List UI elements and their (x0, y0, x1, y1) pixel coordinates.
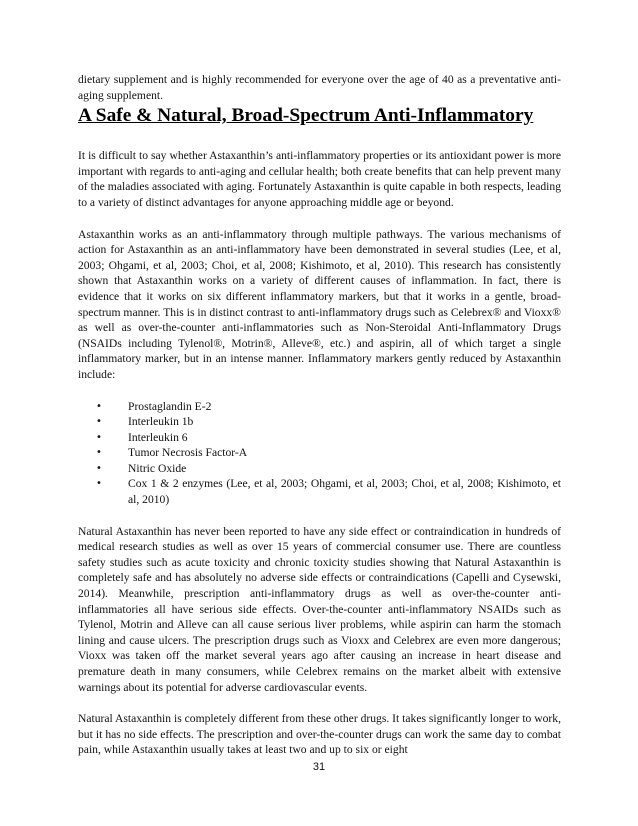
bullet-icon: • (96, 431, 102, 443)
list-item (92, 476, 561, 507)
list-item-text: Interleukin 1b (128, 415, 194, 429)
intro-paragraph: dietary supplement and is highly recommended for everyone over the age of 40 as a preventative anti-aging supplement. (78, 73, 561, 102)
section-heading: A Safe & Natural, Broad-Spectrum Anti-Inflammatory (78, 105, 534, 127)
list-item-text: Interleukin 6 (128, 430, 188, 444)
page-number: 31 (312, 761, 326, 773)
list-item-text: Prostaglandin E-2 (128, 399, 212, 413)
list-item (92, 445, 561, 461)
list-item-text: Cox 1 & 2 enzymes (Lee, et al, 2003; Ohgami, et al, 2003; Choi, et al, 2008; Kishimoto, et al, 2010) (128, 477, 561, 507)
list-item (92, 430, 561, 446)
paragraph-comparison: It is difficult to say whether Astaxanthin’s anti-inflammatory properties or its antioxidant power is more important with regards to anti-aging and cellular health; both create benefits that can help prevent many of the maladies associated with aging. Fortunately Astaxanthin is quite capable in both respects, leading to a variety of distinct advantages for anyone approaching middle age or beyond. (78, 149, 561, 209)
list-item-text: Nitric Oxide (128, 461, 187, 475)
paragraph-safety: Natural Astaxanthin has never been reported to have any side effect or contraindication in hundreds of medical research studies as well as over 15 years of commercial consumer use. There are countless safety studies such as acute toxicity and chronic toxicity studies showing that Natural Astaxanthin is completely safe and has absolutely no adverse side effects or contraindications (Capelli and Cysewski, 2014). Meanwhile, prescription anti-inflammatory drugs as well as over-the-counter anti-inflammatories all have serious side effects. Over-the-counter anti-inflammatory NSAIDs such as Tylenol, Motrin and Alleve can all cause serious liver problems, while aspirin can harm the stomach lining and cause ulcers. The prescription drugs such as Vioxx and Celebrex are even more dangerous; Vioxx was taken off the market several years ago after causing an increase in heart disease and premature death in many consumers, while Celebrex remains on the market albeit with extensive warnings about its potential for adverse cardiovascular events. (78, 524, 561, 694)
bullet-icon: • (96, 400, 102, 412)
bullet-icon: • (96, 447, 102, 459)
list-item (92, 461, 561, 477)
inflammatory-markers-list (78, 399, 561, 508)
list-item (92, 399, 561, 415)
paragraph-difference: Natural Astaxanthin is completely different from these other drugs. It takes significantly longer to work, but it has no side effects. The prescription and over-the-counter drugs can work the same day to combat pain, while Astaxanthin usually takes at least two and up to six or eight (78, 712, 561, 757)
page-body (78, 72, 561, 774)
bullet-icon: • (96, 478, 102, 490)
bullet-icon: • (96, 462, 102, 474)
bullet-icon: • (96, 416, 102, 428)
list-item (92, 414, 561, 430)
paragraph-mechanisms: Astaxanthin works as an anti-inflammatory through multiple pathways. The various mechanisms of action for Astaxanthin as an anti-inflammatory have been demonstrated in several studies (Lee, et al, 2003; Ohgami, et al, 2003; Choi, et al, 2008; Kishimoto, et al, 2010). This research has consistently shown that Astaxanthin works on a variety of different causes of inflammation. In fact, there is evidence that it works on six different inflammatory markers, but that it works in a gentle, broad-spectrum manner. This is in distinct contrast to anti-inflammatory drugs such as Celebrex® and Vioxx® as well as over-the-counter anti-inflammatories such as Non-Steroidal Anti-Inflammatory Drugs (NSAIDs including Tylenol®, Motrin®, Alleve®, etc.) and aspirin, all of which target a single inflammatory marker, but in an intense manner. Inflammatory markers gently reduced by Astaxanthin include: (78, 227, 561, 381)
list-item-text: Tumor Necrosis Factor-A (128, 446, 248, 460)
